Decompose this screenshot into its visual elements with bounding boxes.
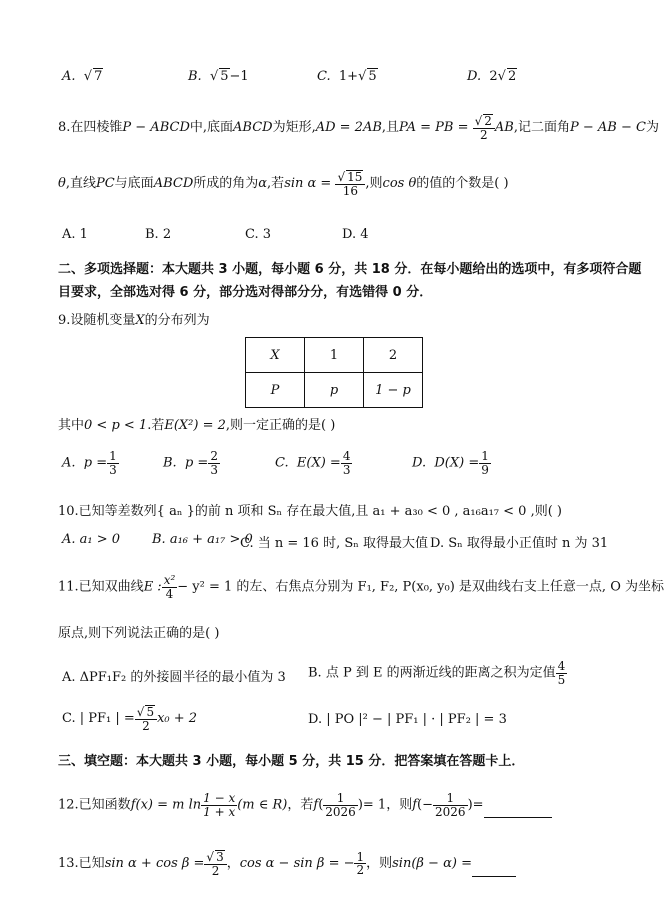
q9-option-b: B. p = $\frac{2}{3}$ bbox=[163, 449, 218, 477]
distribution-table bbox=[245, 337, 423, 408]
q7-option-a: A. √ 7 bbox=[62, 69, 103, 84]
q9-option-c: C. E(X) = $\frac{4}{3}$ bbox=[275, 449, 351, 477]
q11-option-d: D. | PO |² − | PF₁ | · | PF₂ | = 3 bbox=[308, 712, 507, 727]
q7-option-b: B. √ 5−1 bbox=[188, 69, 249, 84]
q10-option-d: D. Sₙ 取得最小正值时 n 为 31 bbox=[430, 536, 609, 551]
table-row bbox=[246, 373, 423, 408]
table-cell: 1 bbox=[305, 338, 364, 373]
q9-option-d: D. D(X) = $\frac{1}{9}$ bbox=[412, 449, 489, 477]
q10-option-a: A. a₁ > 0 bbox=[62, 532, 121, 547]
section2-heading-line2: 目要求，全部选对得 6 分，部分选对得部分分，有选错得 0 分． bbox=[58, 285, 433, 300]
table-cell: 2 bbox=[364, 338, 423, 373]
q13-answer-blank[interactable] bbox=[472, 876, 516, 877]
q9-condition: 其中0 < p < 1.若E(X²) = 2,则一定正确的是( ) bbox=[58, 418, 336, 433]
q8-fraction-2: $\frac{√ 15}{16}$ bbox=[335, 170, 365, 197]
q10-stem: 10.已知等差数列{ aₙ }的前 n 项和 Sₙ 存在最大值,且 a₁ + a₃₀ < 0 , a₁₆a₁₇ < 0 ,则( ) bbox=[58, 504, 562, 519]
q7-option-d: D. 2√ 2 bbox=[467, 69, 517, 84]
q13-stem: 13.已知sin α + cos β = $\frac{√ 3}{2}$ ，cos α − sin β = − $\frac{1}{2}$ ，则sin(β − α) = bbox=[58, 850, 516, 877]
section2-heading-line1: 二、多项选择题：本大题共 3 小题，每小题 6 分，共 18 分．在每小题给出的选项中，有多项符合题 bbox=[58, 262, 642, 277]
table-cell: 1 − p bbox=[364, 373, 423, 408]
table-cell: P bbox=[246, 373, 305, 408]
section3-heading: 三、填空题：本大题共 3 小题，每小题 5 分，共 15 分．把答案填在答题卡上． bbox=[58, 754, 525, 769]
q9-stem: 9.设随机变量X的分布列为 bbox=[58, 313, 210, 328]
q8-stem-line2: θ,直线PC与底面ABCD所成的角为α,若sin α = $\frac{√ 15}{16}$ ,则cos θ的值的个数是( ) bbox=[58, 170, 509, 198]
q11-option-b: B. 点 P 到 E 的两渐近线的距离之积为定值 $\frac{4}{5}$ bbox=[308, 659, 566, 687]
q8-option-b: B. 2 bbox=[145, 227, 172, 242]
table-cell: X bbox=[246, 338, 305, 373]
q12-stem: 12.已知函数f(x) = m ln $\frac{1 - x}{1 + x}$ (m ∈ R)，若f( $\frac{1}{2026}$ )= 1，则f(− $\frac{1}{2026}$ )= bbox=[58, 792, 552, 818]
q8-stem-line1: 8.在四棱锥P − ABCD中,底面ABCD为矩形,AD = 2AB,且PA = PB = $\frac{√ 2}{2}$ AB,记二面角P − AB − C为 bbox=[58, 114, 659, 142]
q7-option-c: C. 1+√ 5 bbox=[317, 69, 377, 84]
q8-option-d: D. 4 bbox=[342, 227, 369, 242]
q11-fraction: $\frac{\text{x²}}{4}$ bbox=[163, 573, 176, 601]
table-row bbox=[246, 338, 423, 373]
q11-stem-line1: 11.已知双曲线E : $\frac{\text{x²}}{4}$ − y² = 1 的左、右焦点分别为 F₁, F₂, P(x₀, y₀) 是双曲线右支上任意一点, O 为坐标 bbox=[58, 573, 664, 601]
q8-fraction: $\frac{√ 2}{2}$ bbox=[473, 114, 495, 141]
q12-answer-blank[interactable] bbox=[484, 817, 552, 818]
q8-option-c: C. 3 bbox=[245, 227, 272, 242]
q10-option-c: C. 当 n = 16 时, Sₙ 取得最大值 bbox=[240, 536, 429, 551]
sqrt-7: 7 bbox=[94, 69, 103, 84]
q10-option-b: B. a₁₆ + a₁₇ > 0 bbox=[152, 532, 253, 547]
q11-stem-line2: 原点,则下列说法正确的是( ) bbox=[58, 626, 220, 641]
q9-option-a: A. p = $\frac{1}{3}$ bbox=[62, 449, 117, 477]
table-cell: p bbox=[305, 373, 364, 408]
q11-option-c: C. | PF₁ | = $\frac{√ 5}{2}$ x₀ + 2 bbox=[62, 705, 198, 733]
q8-option-a: A. 1 bbox=[62, 227, 88, 242]
q11-option-a: A. ΔPF₁F₂ 的外接圆半径的最小值为 3 bbox=[62, 670, 286, 685]
